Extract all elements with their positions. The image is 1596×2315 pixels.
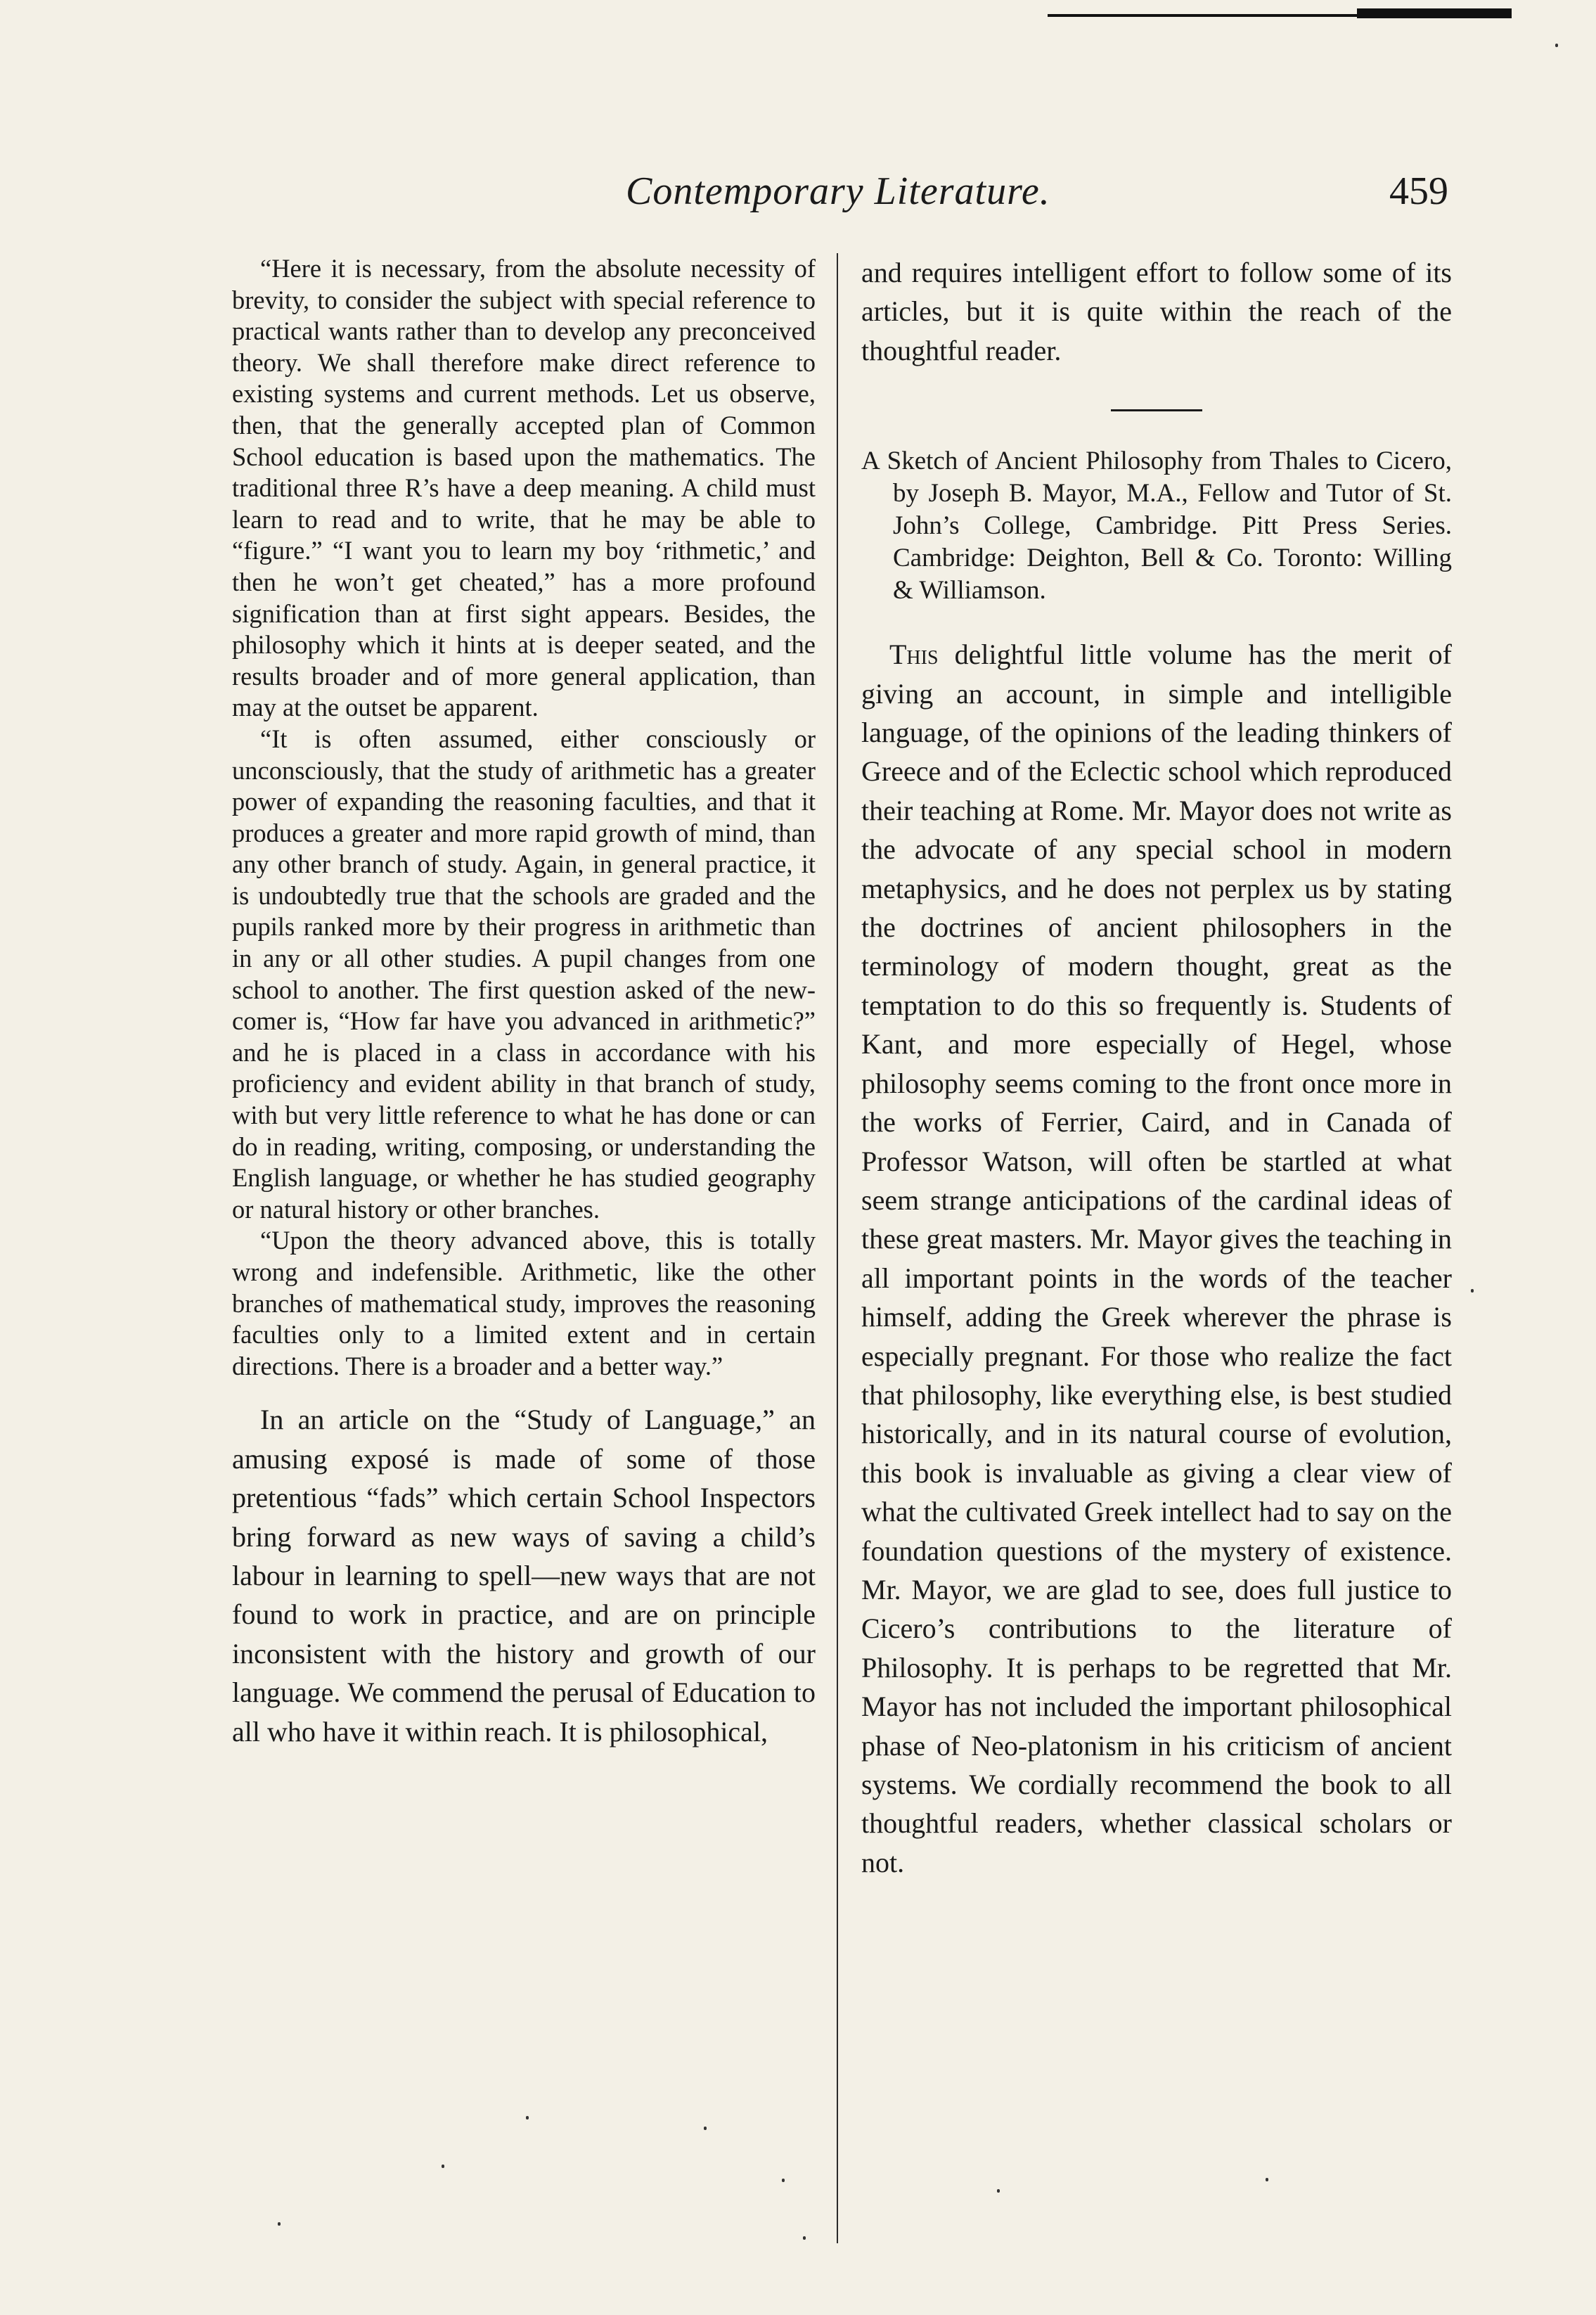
section-divider bbox=[1111, 409, 1202, 411]
page-header bbox=[619, 169, 1448, 225]
review-body: delightful little volume has the merit of giving an account, in simple and intelligible language, of the opinions of the leading thinkers of Greece and of the Eclectic school which reproduced their teaching at Rome. Mr. Mayor does not write as the advocate of any special school in modern metaphysics, and he does not perplex us by stating the doctrines of ancient philosophers in the terminology of modern thought, great as the temptation to do this so frequently is. Students of Kant, and more especially of Hegel, whose philosophy seems coming to the front once more in the works of Ferrier, Caird, and in Canada of Professor Watson, will often be startled at what seem strange anticipations of the cardinal ideas of these great masters. Mr. Mayor gives the teaching in all important points in the words of the teacher himself, adding the Greek wherever the phrase is especially pregnant. For those who realize the fact that philosophy, like everything else, is best studied historically, and in its natural course of evolution, this book is invaluable as giving a clear view of what the cultivated Greek intellect had to say on the foundation questions of the mystery of existence. Mr. Mayor, we are glad to see, does full justice to Cicero’s contributions to the literature of Philosophy. It is perhaps to be regretted that Mr. Mayor has not included the important philosophical phase of Neo-platonism in his criticism of ancient systems. We cordially recommend the book to all thoughtful readers, whether classical scholars or not. bbox=[861, 639, 1452, 1878]
top-edge-rule-heavy bbox=[1357, 8, 1512, 18]
book-review-title: A Sketch of Ancient Philosophy from Thales to Cicero, by Joseph B. Mayor, M.A., Fellow and Tutor of St. John’s College, Cambridge. Pitt Press Series. Cambridge: Deighton, Bell & Co. Toronto: Willing & Williamson. bbox=[861, 447, 1452, 605]
body-text bbox=[232, 1400, 816, 1751]
quoted-excerpt bbox=[232, 253, 816, 1382]
right-column bbox=[861, 253, 1452, 1882]
quote-paragraph: “Upon the theory advanced above, this is totally wrong and indefensible. Arithmetic, like the other branches of mathematical study, improves the reasoning faculties only to a limited extent and in certain directions. There is a broader and a better way.” bbox=[232, 1226, 816, 1380]
body-text bbox=[861, 253, 1452, 370]
column-divider bbox=[837, 253, 838, 2243]
review-paragraph bbox=[861, 635, 1452, 1882]
page-number: 459 bbox=[1389, 169, 1448, 213]
review-text bbox=[861, 635, 1452, 1882]
review-lead-word: This bbox=[889, 639, 939, 671]
left-column bbox=[232, 253, 816, 1751]
body-paragraph: In an article on the “Study of Language,” an amusing exposé is made of some of those pretentious “fads” which certain School Inspectors bring forward as new ways of saving a child’s labour in learning to spell—new ways that are not found to work in practice, and are on principle inconsistent with the history and growth of our language. We commend the perusal of Education to all who have it within reach. It is philosophical, bbox=[232, 1404, 816, 1748]
quote-paragraph: “Here it is necessary, from the absolute necessity of brevity, to consider the subject with special reference to practical wants rather than to develop any preconceived theory. We shall therefore make direct reference to existing systems and current methods. Let us observe, then, that the generally accepted plan of Common School education is based upon the mathematics. The traditional three R’s have a deep meaning. A child must learn to read and to write, that he may be able to “figure.” “I want you to learn my boy ‘rithmetic,’ and then he won’t get cheated,” has a more profound signification than at first sight appears. Besides, the philosophy which it hints at is deeper seated, and the results broader and of more general application, than may at the outset be apparent. bbox=[232, 254, 816, 722]
running-title: Contemporary Literature. bbox=[626, 169, 1050, 213]
quote-paragraph: “It is often assumed, either consciously or unconsciously, that the study of arithmetic has a greater power of expanding the reasoning faculties, and that it produces a greater and more rapid growth of mind, than any other branch of study. Again, in general practice, it is undoubtedly true that the schools are graded and the pupils ranked more by their progress in arithmetic than in any or all other studies. A pupil changes from one school to another. The first question asked of the new-comer is, “How far have you advanced in arithmetic?” and he is placed in a class in accordance with his proficiency and evident ability in that branch of study, with but very little reference to what he has done or can do in reading, writing, composing, or understanding the English language, or whether he has studied geography or natural history or other branches. bbox=[232, 724, 816, 1224]
continued-paragraph: and requires intelligent effort to follow some of its articles, but it is quite within the reach of the thoughtful reader. bbox=[861, 257, 1452, 366]
